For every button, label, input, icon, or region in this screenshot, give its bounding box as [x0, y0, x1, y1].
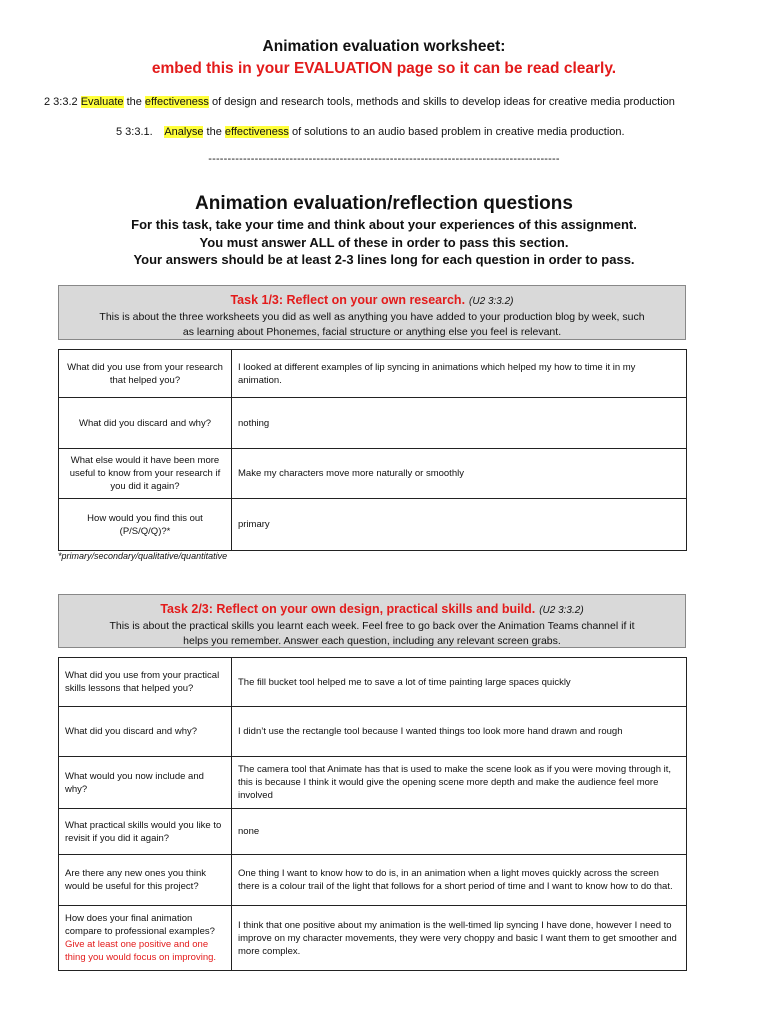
task-1-table — [58, 349, 687, 551]
criterion-2 — [116, 126, 625, 138]
criterion-verb: Evaluate — [80, 96, 124, 108]
question-cell: What did you discard and why? — [59, 707, 232, 757]
table-row — [59, 707, 687, 757]
table-row — [59, 350, 687, 398]
answer-cell[interactable]: I looked at different examples of lip syncing in animations which helped my how to time it in my animation. — [232, 350, 687, 398]
criterion-text: of solutions to an audio based problem in creative media production. — [288, 126, 625, 138]
answer-cell[interactable]: Make my characters move more naturally or smoothly — [232, 449, 687, 499]
table-row — [59, 658, 687, 707]
task-2-description — [67, 619, 677, 649]
question-text: How does your final animation compare to professional examples? — [65, 913, 215, 937]
intro-line: For this task, take your time and think about your experiences of this assignment. — [131, 217, 637, 232]
dashed-divider: ------------------------------------------------------------------------------------------- — [208, 153, 560, 165]
criterion-code: 2 3:3.2 — [44, 96, 81, 108]
section-title: Animation evaluation/reflection questions — [195, 193, 573, 214]
answer-cell[interactable]: primary — [232, 499, 687, 551]
answer-cell[interactable]: One thing I want to know how to do is, in an animation when a light moves quickly across the screen there is a colour trail of the light that follows for a short period of time and I want to know how to do that. — [232, 855, 687, 906]
footnote: *primary/secondary/qualitative/quantitative — [58, 551, 228, 561]
criterion-connector: the — [203, 126, 225, 138]
question-cell — [59, 906, 232, 971]
answer-cell[interactable]: I didn’t use the rectangle tool because I wanted things too look more hand drawn and rough — [232, 707, 687, 757]
task-1-unit-code: (U2 3:3.2) — [469, 296, 514, 307]
task-2-heading: Task 2/3: Reflect on your own design, practical skills and build. — [160, 602, 536, 616]
worksheet-title: Animation evaluation worksheet: — [262, 38, 506, 55]
criterion-keyword: effectiveness — [144, 96, 209, 108]
intro-line: Your answers should be at least 2-3 lines long for each question in order to pass. — [133, 252, 635, 267]
description-line: helps you remember. Answer each question, including any relevant screen grabs. — [183, 635, 561, 647]
description-line: This is about the three worksheets you did as well as anything you have added to your production blog by week, such — [99, 311, 645, 323]
table-row — [59, 449, 687, 499]
answer-cell[interactable]: none — [232, 809, 687, 855]
answer-cell[interactable]: nothing — [232, 398, 687, 449]
task-1-header — [58, 285, 686, 340]
table-row — [59, 398, 687, 449]
task-1-heading: Task 1/3: Reflect on your own research. — [230, 293, 466, 307]
answer-cell[interactable]: The camera tool that Animate has that is used to make the scene look as if you were moving through it, this is because I think it would give the opening scene more depth and make the audience feel more involved — [232, 757, 687, 809]
criterion-keyword: effectiveness — [224, 126, 289, 138]
intro-line: You must answer ALL of these in order to pass this section. — [199, 234, 569, 250]
question-cell: What did you use from your research that helped you? — [59, 350, 232, 398]
table-row — [59, 906, 687, 971]
question-cell: How would you find this out (P/S/Q/Q)?* — [59, 499, 232, 551]
task-2-table — [58, 657, 687, 971]
criterion-connector: the — [123, 96, 145, 108]
description-line: as learning about Phonemes, facial structure or anything else you feel is relevant. — [182, 326, 562, 338]
table-row — [59, 809, 687, 855]
description-line: This is about the practical skills you learnt each week. Feel free to go back over the Animation Teams channel if it — [109, 620, 635, 632]
worksheet-subtitle: embed this in your EVALUATION page so it can be read clearly. — [151, 60, 617, 77]
answer-cell[interactable]: I think that one positive about my animation is the well-timed lip syncing I have done, however I need to improve on my character movements, they were very choppy and basic I want them to get smoother and more complex. — [232, 906, 687, 971]
table-row — [59, 757, 687, 809]
table-row — [59, 499, 687, 551]
criterion-1 — [44, 96, 675, 108]
task-2-header — [58, 594, 686, 648]
table-row — [59, 855, 687, 906]
question-instruction: Give at least one positive and one thing you would focus on improving. — [65, 939, 217, 963]
question-cell: Are there any new ones you think would be useful for this project? — [59, 855, 232, 906]
task-1-description — [67, 310, 677, 340]
question-cell: What would you now include and why? — [59, 757, 232, 809]
question-cell: What else would it have been more useful to know from your research if you did it again? — [59, 449, 232, 499]
criterion-verb: Analyse — [164, 126, 204, 138]
question-cell: What did you discard and why? — [59, 398, 232, 449]
task-2-unit-code: (U2 3:3.2) — [539, 605, 584, 616]
section-intro — [0, 216, 768, 269]
question-cell: What practical skills would you like to revisit if you did it again? — [59, 809, 232, 855]
criterion-code: 5 3:3.1. — [116, 126, 165, 138]
criterion-text: of design and research tools, methods and skills to develop ideas for creative media production — [208, 96, 675, 108]
question-cell: What did you use from your practical skills lessons that helped you? — [59, 658, 232, 707]
answer-cell[interactable]: The fill bucket tool helped me to save a lot of time painting large spaces quickly — [232, 658, 687, 707]
